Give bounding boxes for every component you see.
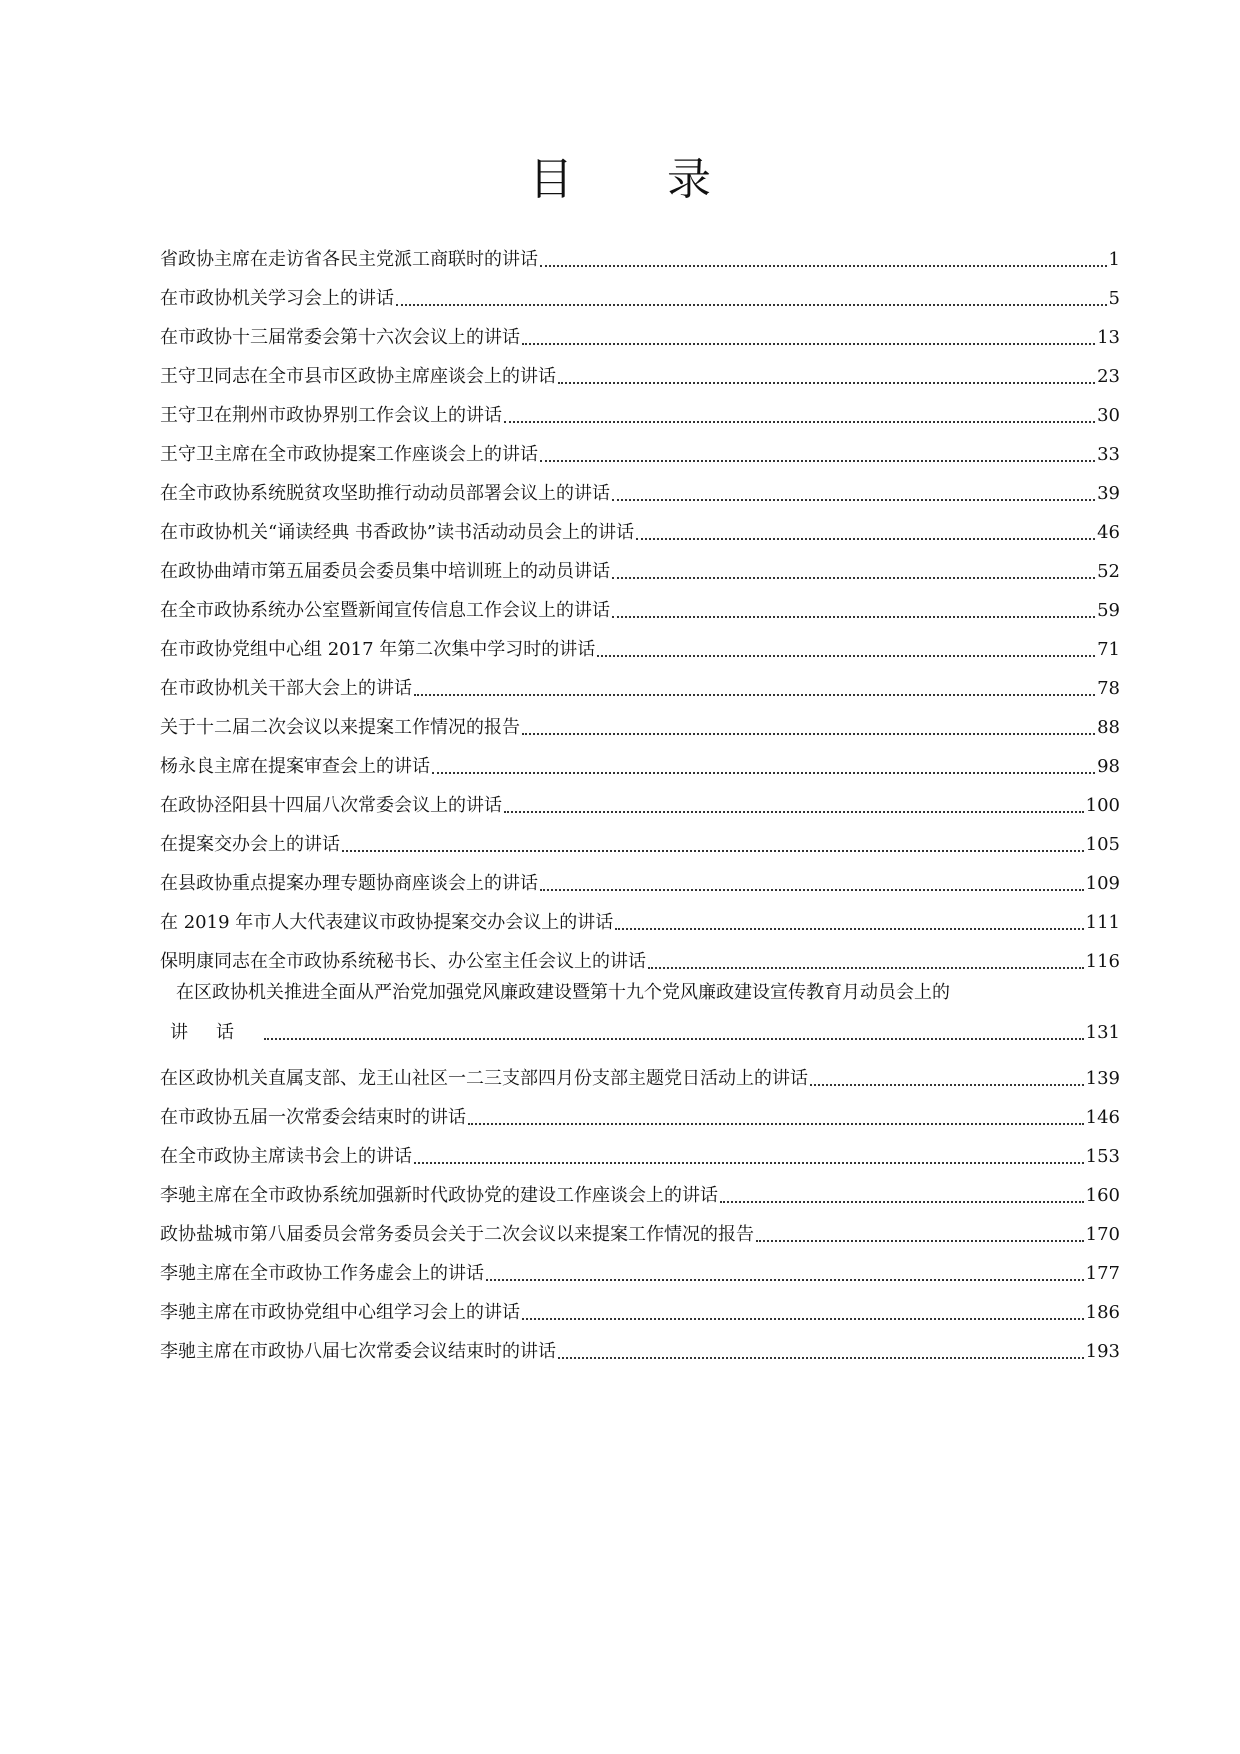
toc-entry-page: 170: [1085, 1224, 1120, 1245]
dot-leader: [615, 918, 1083, 930]
dot-leader: [720, 1191, 1084, 1203]
toc-entry-title: 王守卫主席在全市政协提案工作座谈会上的讲话: [160, 444, 538, 465]
toc-entry-page: 52: [1097, 561, 1120, 582]
toc-entry-title: 在 2019 年市人大代表建议市政协提案交办会议上的讲话: [160, 912, 614, 933]
toc-entry-title: 在市政协五届一次常委会结束时的讲话: [160, 1107, 466, 1128]
toc-entry-title: 李驰主席在市政协党组中心组学习会上的讲话: [160, 1302, 520, 1323]
toc-entry-title: 关于十二届二次会议以来提案工作情况的报告: [160, 717, 520, 738]
dot-leader: [522, 723, 1095, 735]
page-title: 目 录: [529, 154, 751, 205]
toc-entry[interactable]: [160, 1324, 1120, 1363]
toc-entry-page: 23: [1097, 366, 1120, 387]
dot-leader: [540, 255, 1107, 267]
toc-entry-title: 在市政协机关干部大会上的讲话: [160, 678, 412, 699]
toc-entry-title-line2: 讲话: [170, 1022, 262, 1043]
toc-entry[interactable]: [160, 583, 1120, 622]
toc-entry-title: 李驰主席在全市政协工作务虚会上的讲话: [160, 1263, 484, 1284]
toc-entry-title: 省政协主席在走访省各民主党派工商联时的讲话: [160, 249, 538, 270]
toc-entry-title: 在县政协重点提案办理专题协商座谈会上的讲话: [160, 873, 538, 894]
dot-leader: [414, 684, 1095, 696]
dot-leader: [432, 762, 1095, 774]
dot-leader: [504, 801, 1084, 813]
dot-leader: [612, 606, 1095, 618]
toc-entry-page: 39: [1097, 483, 1120, 504]
toc-entry-title: 杨永良主席在提案审查会上的讲话: [160, 756, 430, 777]
toc-entry[interactable]: [160, 895, 1120, 934]
dot-leader: [540, 879, 1084, 891]
toc-entry-title: 在政协曲靖市第五届委员会委员集中培训班上的动员讲话: [160, 561, 610, 582]
toc-entry[interactable]: [160, 505, 1120, 544]
toc-entry-page: 153: [1085, 1146, 1120, 1167]
toc-entry[interactable]: [160, 466, 1120, 505]
toc-entry-title: 保明康同志在全市政协系统秘书长、办公室主任会议上的讲话: [160, 951, 646, 972]
toc-entry-page: 78: [1097, 678, 1120, 699]
toc-entry[interactable]: [160, 1129, 1120, 1168]
dot-leader: [486, 1269, 1084, 1281]
toc-entry[interactable]: [160, 1168, 1120, 1207]
toc-entry-page: 13: [1097, 327, 1120, 348]
dot-leader: [558, 372, 1095, 384]
toc-entry-page: 146: [1085, 1107, 1120, 1128]
toc-entry-title: 政协盐城市第八届委员会常务委员会关于二次会议以来提案工作情况的报告: [160, 1224, 754, 1245]
toc-entry[interactable]: [160, 232, 1120, 271]
dot-leader: [612, 489, 1095, 501]
toc-entry-page: 71: [1097, 639, 1120, 660]
toc-entry-title-line1: 在区政协机关推进全面从严治党加强党风廉政建设暨第十九个党风廉政建设宣传教育月动员会上的: [176, 982, 950, 1003]
toc-entry-title: 在提案交办会上的讲话: [160, 834, 340, 855]
dot-leader: [522, 333, 1095, 345]
dot-leader: [612, 567, 1095, 579]
toc-entry-page: 100: [1085, 795, 1120, 816]
toc-entry-title: 在政协泾阳县十四届八次常委会议上的讲话: [160, 795, 502, 816]
toc-entry-page: 111: [1085, 912, 1120, 933]
toc-entry-page: 193: [1085, 1341, 1120, 1362]
dot-leader: [396, 294, 1107, 306]
toc-entry[interactable]: [160, 817, 1120, 856]
toc-entry[interactable]: [160, 388, 1120, 427]
dot-leader: [342, 840, 1084, 852]
toc-entry-title: 在市政协机关“诵读经典 书香政协”读书活动动员会上的讲话: [160, 522, 635, 543]
toc-entry[interactable]: [160, 622, 1120, 661]
toc-entry-title: 李驰主席在市政协八届七次常委会议结束时的讲话: [160, 1341, 556, 1362]
toc-entry-line2: [160, 1012, 1120, 1044]
toc-entry-title: 在全市政协主席读书会上的讲话: [160, 1146, 412, 1167]
toc-entry[interactable]: [160, 349, 1120, 388]
toc-entry-page: 59: [1097, 600, 1120, 621]
toc-entry[interactable]: [160, 1246, 1120, 1285]
toc-entry[interactable]: [160, 739, 1120, 778]
dot-leader: [636, 528, 1095, 540]
toc-entry[interactable]: [160, 856, 1120, 895]
dot-leader: [468, 1113, 1084, 1125]
table-of-contents: [160, 232, 1120, 1363]
toc-entry[interactable]: [160, 778, 1120, 817]
toc-entry[interactable]: [160, 661, 1120, 700]
toc-entry-page: 33: [1097, 444, 1120, 465]
dot-leader: [264, 1028, 1084, 1040]
toc-entry[interactable]: [160, 310, 1120, 349]
toc-entry-title: 李驰主席在全市政协系统加强新时代政协党的建设工作座谈会上的讲话: [160, 1185, 718, 1206]
toc-entry-page: 105: [1085, 834, 1120, 855]
toc-entry[interactable]: [160, 934, 1120, 973]
toc-entry-page: 160: [1085, 1185, 1120, 1206]
toc-entry-title: 在市政协党组中心组 2017 年第二次集中学习时的讲话: [160, 639, 596, 660]
toc-entry-page: 109: [1085, 873, 1120, 894]
toc-entry-page: 30: [1097, 405, 1120, 426]
toc-entry[interactable]: [160, 427, 1120, 466]
toc-entry-page: 1: [1108, 249, 1120, 270]
toc-entry-title: 在全市政协系统办公室暨新闻宣传信息工作会议上的讲话: [160, 600, 610, 621]
toc-entry[interactable]: [160, 1207, 1120, 1246]
toc-entry-title: 在区政协机关直属支部、龙王山社区一二三支部四月份支部主题党日活动上的讲话: [160, 1068, 808, 1089]
toc-entry-page: 98: [1097, 756, 1120, 777]
toc-entry[interactable]: [160, 1051, 1120, 1090]
toc-entry-title: 在市政协机关学习会上的讲话: [160, 288, 394, 309]
dot-leader: [756, 1230, 1084, 1242]
toc-entry[interactable]: [160, 700, 1120, 739]
toc-entry[interactable]: [160, 544, 1120, 583]
toc-entry-page: 131: [1085, 1022, 1120, 1043]
toc-entry-page: 46: [1097, 522, 1120, 543]
dot-leader: [810, 1074, 1084, 1086]
dot-leader: [414, 1152, 1084, 1164]
toc-entry-title: 在全市政协系统脱贫攻坚助推行动动员部署会议上的讲话: [160, 483, 610, 504]
toc-entry-page: 139: [1085, 1068, 1120, 1089]
toc-entry-title: 王守卫同志在全市县市区政协主席座谈会上的讲话: [160, 366, 556, 387]
dot-leader: [558, 1347, 1084, 1359]
dot-leader: [540, 450, 1095, 462]
toc-entry-page: 177: [1085, 1263, 1120, 1284]
toc-entry-page: 88: [1097, 717, 1120, 738]
dot-leader: [648, 957, 1084, 969]
toc-entry-multiline[interactable]: [160, 973, 1120, 1051]
toc-entry-page: 5: [1108, 288, 1120, 309]
toc-entry-page: 186: [1085, 1302, 1120, 1323]
toc-entry-title: 在市政协十三届常委会第十六次会议上的讲话: [160, 327, 520, 348]
toc-entry-page: 116: [1085, 951, 1120, 972]
dot-leader: [597, 645, 1095, 657]
toc-entry[interactable]: [160, 1090, 1120, 1129]
dot-leader: [504, 411, 1095, 423]
dot-leader: [522, 1308, 1084, 1320]
toc-entry-title: 王守卫在荆州市政协界别工作会议上的讲话: [160, 405, 502, 426]
toc-entry[interactable]: [160, 1285, 1120, 1324]
toc-entry[interactable]: [160, 271, 1120, 310]
